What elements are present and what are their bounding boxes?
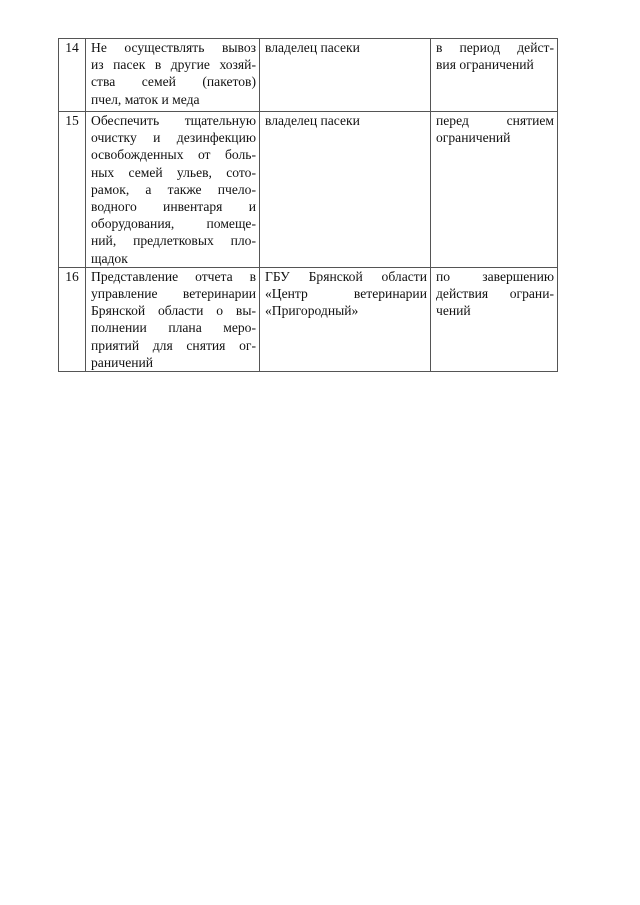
text-line: из пасек в другие хозяй- — [91, 57, 256, 73]
text-line: в период дейст- — [436, 40, 554, 55]
table-row — [59, 39, 558, 112]
table-row — [59, 267, 558, 371]
deadline-cell — [431, 112, 558, 268]
text-line: ограничений — [436, 130, 511, 146]
text-line: ний, предлетковых пло- — [91, 233, 256, 249]
text-line: освобожденных от боль- — [91, 147, 256, 163]
row-number: 15 — [59, 112, 86, 268]
row-number: 16 — [59, 267, 86, 371]
text-line: Представление отчета в — [91, 268, 256, 284]
text-line: полнении плана меро- — [91, 320, 256, 336]
text-line: раничений — [91, 354, 154, 370]
action-cell — [86, 39, 260, 112]
measures-table — [58, 38, 558, 372]
text-line: по завершению — [436, 268, 554, 284]
text-line: очистку и дезинфекцию — [91, 130, 256, 146]
responsible-cell — [260, 39, 431, 112]
text-line: водного инвентаря и — [91, 199, 256, 215]
text-line: «Пригородный» — [265, 303, 359, 319]
text-line: Обеспечить тщательную — [91, 113, 256, 128]
text-line: Не осуществлять вывоз — [91, 40, 256, 55]
action-cell — [86, 267, 260, 371]
text-line: ных семей ульев, сото- — [91, 164, 256, 180]
text-line: «Центр ветеринарии — [265, 286, 427, 302]
action-cell — [86, 112, 260, 268]
text-line: вия ограничений — [436, 57, 534, 73]
row-number: 14 — [59, 39, 86, 112]
text-line: ГБУ Брянской области — [265, 268, 427, 284]
text-line: щадок — [91, 250, 128, 266]
text-line: ства семей (пакетов) — [91, 74, 256, 90]
text-line: управление ветеринарии — [91, 286, 256, 302]
responsible-cell — [260, 267, 431, 371]
text-line: оборудования, помеще- — [91, 216, 256, 232]
table-row — [59, 112, 558, 268]
text-line: чений — [436, 303, 471, 319]
text-line: пчел, маток и меда — [91, 91, 200, 107]
text-line: перед снятием — [436, 113, 554, 128]
text-line: рамок, а также пчело- — [91, 181, 256, 197]
text-line: действия ограни- — [436, 286, 554, 302]
text-line: приятий для снятия ог- — [91, 337, 256, 353]
text-line: владелец пасеки — [265, 113, 360, 128]
responsible-cell — [260, 112, 431, 268]
text-line: Брянской области о вы- — [91, 303, 256, 319]
deadline-cell — [431, 267, 558, 371]
deadline-cell — [431, 39, 558, 112]
text-line: владелец пасеки — [265, 40, 360, 55]
